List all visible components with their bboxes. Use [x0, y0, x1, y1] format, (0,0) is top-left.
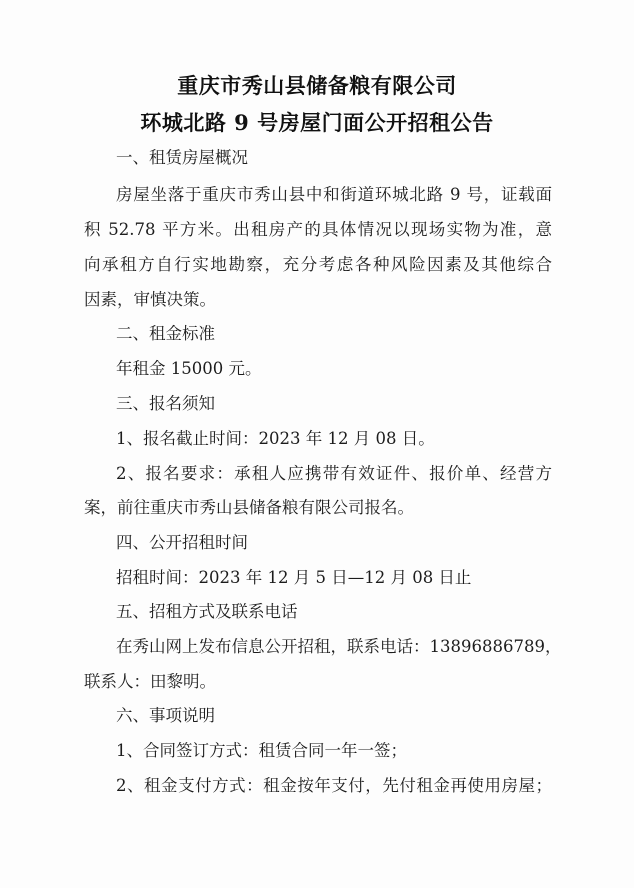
paragraph-line: 1、报名截止时间：2023 年 12 月 08 日。	[116, 429, 435, 448]
paragraph-line: 招租时间：2023 年 12 月 5 日—12 月 08 日止	[116, 568, 472, 587]
paragraph-line: 年租金 15000 元。	[116, 359, 262, 378]
section-heading-4: 四、公开招租时间	[116, 533, 248, 552]
paragraph-line: 案，前往重庆市秀山县储备粮有限公司报名。	[84, 498, 414, 517]
paragraph-line: 因素，审慎决策。	[84, 290, 216, 309]
paragraph-line: 1、合同签订方式：租赁合同一年一签；	[116, 741, 407, 760]
paragraph-line: 积 52.78 平方米。出租房产的具体情况以现场实物为准，意	[84, 220, 552, 239]
document-title-line2: 环城北路 9 号房屋门面公开招租公告	[140, 110, 494, 135]
section-heading-1: 一、租赁房屋概况	[116, 148, 248, 167]
section-heading-2: 二、租金标准	[116, 324, 215, 343]
paragraph-line: 联系人：田黎明。	[84, 672, 216, 691]
paragraph-line: 在秀山网上发布信息公开招租，联系电话：13896886789，	[116, 637, 562, 656]
paragraph-line: 2、租金支付方式：租金按年支付，先付租金再使用房屋；	[116, 776, 552, 795]
paragraph-line: 房屋坐落于重庆市秀山县中和街道环城北路 9 号，证载面	[116, 185, 552, 204]
paragraph-line: 2、报名要求：承租人应携带有效证件、报价单、经营方	[116, 464, 552, 483]
section-heading-6: 六、事项说明	[116, 706, 215, 725]
document-title-line1: 重庆市秀山县储备粮有限公司	[177, 73, 457, 98]
section-heading-3: 三、报名须知	[116, 394, 215, 413]
section-heading-5: 五、招租方式及联系电话	[116, 602, 298, 621]
paragraph-line: 向承租方自行实地勘察，充分考虑各种风险因素及其他综合	[84, 255, 552, 274]
